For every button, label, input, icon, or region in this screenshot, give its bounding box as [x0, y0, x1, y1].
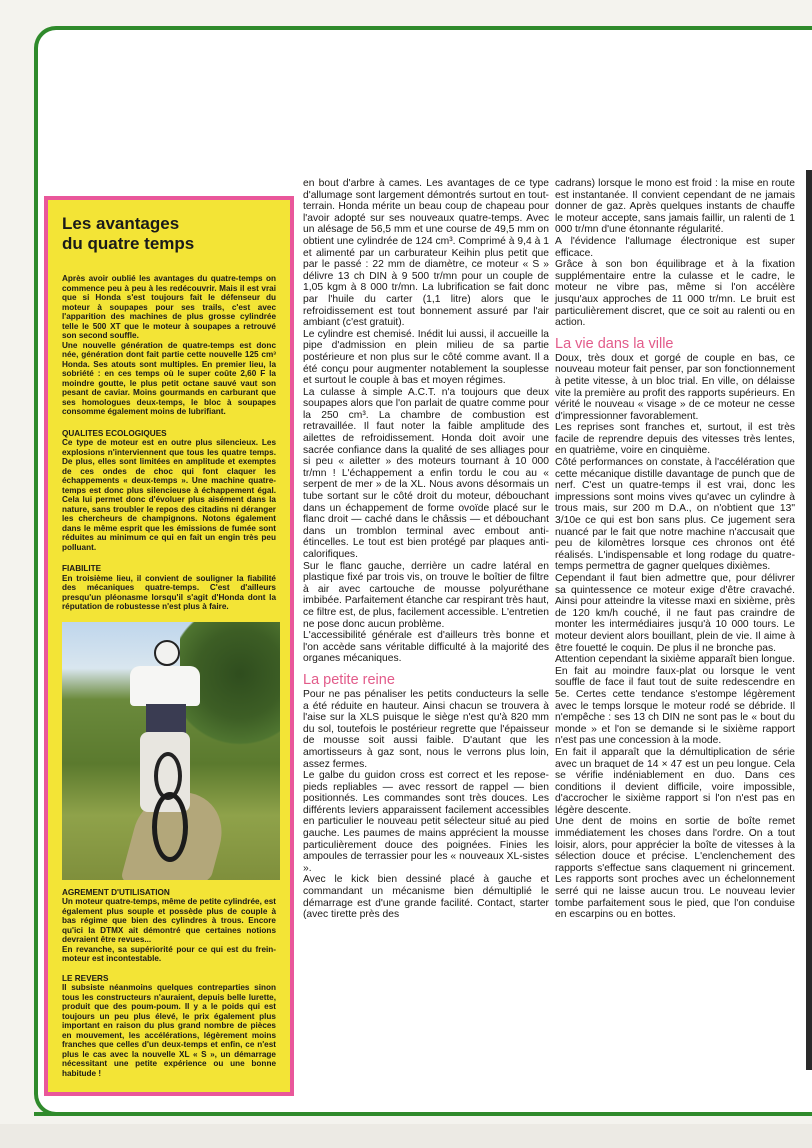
sidebar-section-text: Ce type de moteur est en outre plus silencieux. Les explosions n'interviennent que tous les quatre temps. De plus, elles sont limitées en amplitude et exemptes de ces ondes de choc qui font claquer les échappements « deux-temps ». Une machine quatre-temps est donc plus silencieuse à échappement égal. Cela lui permet donc d'évoluer plus aisément dans la nature, sans troubler le repos des citadins ni déranger les chercheurs de champignons. Notons également dans le même esprit que les émissions de fumée sont réduites au minimum ce qui en fait un engin très peu polluant.	[62, 438, 276, 552]
sidebar-intro-paragraph: Une nouvelle génération de quatre-temps est donc née, génération dont fait partie cette nouvelle 125 cm³ Honda. Ses atouts sont multiples. En premier lieu, la sobriété : en ces temps où le super coûte 2,60 F la moindre goutte, le plus petit octane sauvé vaut son pesant de caviar. Moins gourmands en carburant que ses homologues deux-temps, le bloc à soupapes consomme également moins de lubrifiant.	[62, 340, 276, 416]
sidebar-title-line2: du quatre temps	[62, 234, 195, 253]
article-paragraph: Sur le flanc gauche, derrière un cadre latéral en plastique fixé par trois vis, on trouve le boîtier de filtre à air avec cartouche de mousse polyuréthane imbibée. Parfaitement étanche car respirant très haut, ce filtre est, de plus, facilement accessible. L'entretien ne pose donc aucun problème.	[303, 560, 549, 630]
article-paragraph: cadrans) lorsque le mono est froid : la mise en route est instantanée. Il convient cependant de ne jamais donner de gaz. Après quelques instants de chauffe le moteur accepte, sans jamais faillir, un ralenti de 1 000 tr/mn d'une étonnante régularité.	[555, 178, 795, 236]
article-paragraph: En fait il apparaît que la démultiplication de série avec un braquet de 14 × 47 est un peu longue. Cela se vérifie indéniablement en duo. Dans ces conditions il devient difficile, voire impossible, d'accrocher le sixième rapport si l'on n'est pas en légère descente.	[555, 746, 795, 816]
article-paragraph: Les reprises sont franches et, surtout, il est très facile de reprendre depuis des vitesses très lentes, en quatrième, voire en cinquième.	[555, 422, 795, 457]
article-paragraph: La culasse à simple A.C.T. n'a toujours que deux soupapes alors que l'on parlait de quatre comme pour la 250 cm³. La chambre de combustion est retravaillée. Il faut noter la faible amplitude des ailettes de refroidissement. Honda doit avoir une sacrée confiance dans la qualité de ses alliages pour si peu « ailetter » des moteurs tournant à 10 000 tr/mn ! L'échappement a enfin tordu le cou au « serpent de mer » de la XL. Nous avons désormais un tube sortant sur le côté droit du moteur, débouchant dans un échappement de forme ovoïde placé sur le flanc droit — caché dans le châssis — et débouchant dans un tromblon terminal avec embout anti-étincelles. Le tout est bien protégé par plaques anti-calorifiques.	[303, 386, 549, 560]
sidebar-title-line1: Les avantages	[62, 214, 180, 233]
article-paragraph: Cependant il faut bien admettre que, pour délivrer sa quintessence ce moteur exige d'être cravaché. Ainsi pour atteindre la vitesse maxi en sixième, près de 120 km/h couché, il ne faut pas craindre de monter les intermédiaires jusqu'à 10 000 tours. Le moteur devient alors bouillant, plein de vie. Il aime à être fouetté le coquin. De plus il ne bronche pas.	[555, 573, 795, 654]
sidebar-section-heading: FIABILITE	[62, 564, 102, 573]
section-heading: La vie dans la ville	[555, 335, 674, 352]
article-paragraph: Le galbe du guidon cross est correct et les repose-pieds repliables — avec ressort de rappel — bien positionnés. Les commandes sont très douces. Les différents leviers apparaissent facilement accessibles en particulier le nouveau petit sélecteur situé au pied gauche. Les paumes de mains apprécient la mousse particulièrement douce des poignées. Finies les ampoules de terrassier pour les « nouveaux XL-sistes ».	[303, 770, 549, 874]
sidebar-intro-paragraph: Après avoir oublié les avantages du quatre-temps on commence peu à peu à les redécouvrir. Mais il est vrai que si Honda s'est toujours fait le défenseur du moteur à soupapes pour ses trails, c'est avec l'apparition des machines de plus grosse cylindrée telle le 500 XT que le moteur à soupapes a retrouvé son second souffle.	[62, 274, 276, 340]
page-bottom-margin	[0, 1124, 812, 1148]
article-paragraph: Doux, très doux et gorgé de couple en bas, ce nouveau moteur fait penser, par son fonctionnement à petite vitesse, à un bloc trial. En ville, on délaisse vite la première au profit des rapports supérieurs. En vérité le nouveau « visage » de ce moteur ne cesse d'impressionner favorablement.	[555, 352, 795, 422]
article-paragraph: L'accessibilité générale est d'ailleurs très bonne et l'on accède sans véritable difficulté à la majorité des organes mécaniques.	[303, 630, 549, 665]
article-paragraph: Pour ne pas pénaliser les petits conducteurs la selle a été réduite en hauteur. Ainsi chacun se trouvera à l'aise sur la XLS puisque le siège n'est qu'à 820 mm du sol, toutefois le postérieur regrette que l'épaisseur de mousse soit aussi faible. D'autant que les amortisseurs à gaz sont, nous le verrons plus loin, assez fermes.	[303, 688, 549, 770]
section-heading: La petite reine	[303, 671, 395, 688]
sidebar-title	[62, 214, 276, 254]
article-column-3	[555, 178, 795, 921]
sidebar-section-text: En troisième lieu, il convient de souligner la fiabilité des mécaniques quatre-temps. C'est d'ailleurs presqu'un pléonasme lorsqu'il s'agit d'Honda dont la réputation de robustesse n'est plus à faire.	[62, 573, 276, 611]
photo-rider-jersey	[130, 666, 200, 706]
sidebar-section-heading: QUALITES ECOLOGIQUES	[62, 428, 167, 438]
article-column-2	[303, 178, 549, 921]
motorcycle-photo	[62, 622, 280, 880]
article-paragraph: Le cylindre est chemisé. Inédit lui aussi, il accueille la pipe d'admission en plein milieu de sa partie postérieure et non plus sur le côté comme avant. Il a été conçu pour augmenter notablement la souplesse et surtout le couple à bas et moyen régimes.	[303, 328, 549, 387]
article-paragraph: en bout d'arbre à cames. Les avantages de ce type d'allumage sont largement démontrés surtout en tout-terrain. Honda mérite un beau coup de chapeau pour l'avoir adopté sur ses nouveaux quatre-temps. Avec un alésage de 56,5 mm et une course de 49,5 mm on obtient une cylindrée de 124 cm³. Comprimé à 9,4 à 1 et alimenté par un carburateur Keihin plus petit que par le passé : 22 mm de diamètre, ce moteur « S » délivre 13 ch DIN à 9 500 tr/mn pour un couple de 1,05 kgm à 8 000 tr/mn. La lubrification se fait donc par l'huile du carter (1,1 litre) alors que le refroidissement est tout bonnement assuré par l'air ambiant (c'est gratuit).	[303, 178, 549, 329]
article-paragraph: Grâce à son bon équilibrage et à la fixation supplémentaire entre la culasse et le cadre, le moteur ne vibre pas, même si l'on accélère jusqu'aux approches de 11 000 tr/mn. Le bruit est particulièrement discret, que ce soit au ralenti ou en action.	[555, 259, 795, 329]
photo-rear-wheel	[152, 792, 188, 862]
article-paragraph: Côté performances on constate, à l'accélération que cette mécanique distille davantage de punch que de nerf. C'est un quatre-temps il est vrai, donc les impressions sont moins vives qu'avec un cylindre à trous mais, sur 200 m D.A., on n'obtient que 13" 3/10e ce qui est bon sans plus. Ce jugement sera nuancé par le fait que notre machine n'accusait que peu de kilomètres lorsque ces chronos ont été réalisés. L'indispensable et long rodage du quatre-temps permettra de gagner quelques dixièmes.	[555, 457, 795, 573]
sidebar-box	[44, 196, 294, 1096]
article-paragraph: A l'évidence l'allumage électronique est super efficace.	[555, 235, 795, 259]
sidebar-section-text: En revanche, sa supériorité pour ce qui est du frein-moteur est incontestable.	[62, 944, 276, 963]
article-paragraph: Avec le kick bien dessiné placé à gauche et commandant un mécanisme bien démultiplié le démarrage est d'une grande facilité. Contact, starter (avec tirette près des	[303, 874, 549, 921]
article-paragraph: Attention cependant la sixième apparaît bien longue. En fait au moindre faux-plat ou lorsque le vent souffle de face il faut tout de suite redescendre en 5e. Certes cette tendance s'estompe légèrement avec le temps lorsque le moteur rodé se débride. Il n'empêche : ses 13 ch DIN ne sont pas le « bout du monde » et l'on se demande si le sixième rapport n'est pas une concession à la mode.	[555, 654, 795, 747]
sidebar-section-text: Un moteur quatre-temps, même de petite cylindrée, est également plus souple et possède plus de couple à bas régime que bien des cylindres à trous. Encore qu'ici la DTMX ait démontré que certaines notions devraient être revues...	[62, 897, 276, 944]
sidebar-section-heading: AGREMENT D'UTILISATION	[62, 887, 170, 897]
sidebar-section-text: Il subsiste néanmoins quelques contreparties sinon tous les constructeurs n'auraient, depuis belle lurette, produit que des poum-poum. Il y a le poids qui est toujours un peu plus élevé, le prix également plus important en raison du plus grand nombre de pièces en mouvement, les accélérations, légèrement moins franches que celles d'un deux-temps et enfin, ce n'est plus le cas avec la nouvelle XL « S », un démarrage nécessitant une petite expérience ou une bonne habitude !	[62, 983, 276, 1078]
photo-rider-helmet	[154, 640, 180, 666]
article-paragraph: Une dent de moins en sortie de boîte remet immédiatement les choses dans l'ordre. On a tout loisir, alors, pour apprécier la boîte de vitesses à la sélection douce et précise. L'enclenchement des rapports s'effectue sans claquement ni grincement. Les rapports sont proches avec un échelonnement serré qui ne laisse aucun trou. Le nouveau levier tombe parfaitement sous le pied, que l'on conduise en escarpins ou en bottes.	[555, 816, 795, 921]
sidebar-section-heading: LE REVERS	[62, 973, 109, 983]
page-edge-shadow	[806, 170, 812, 1070]
